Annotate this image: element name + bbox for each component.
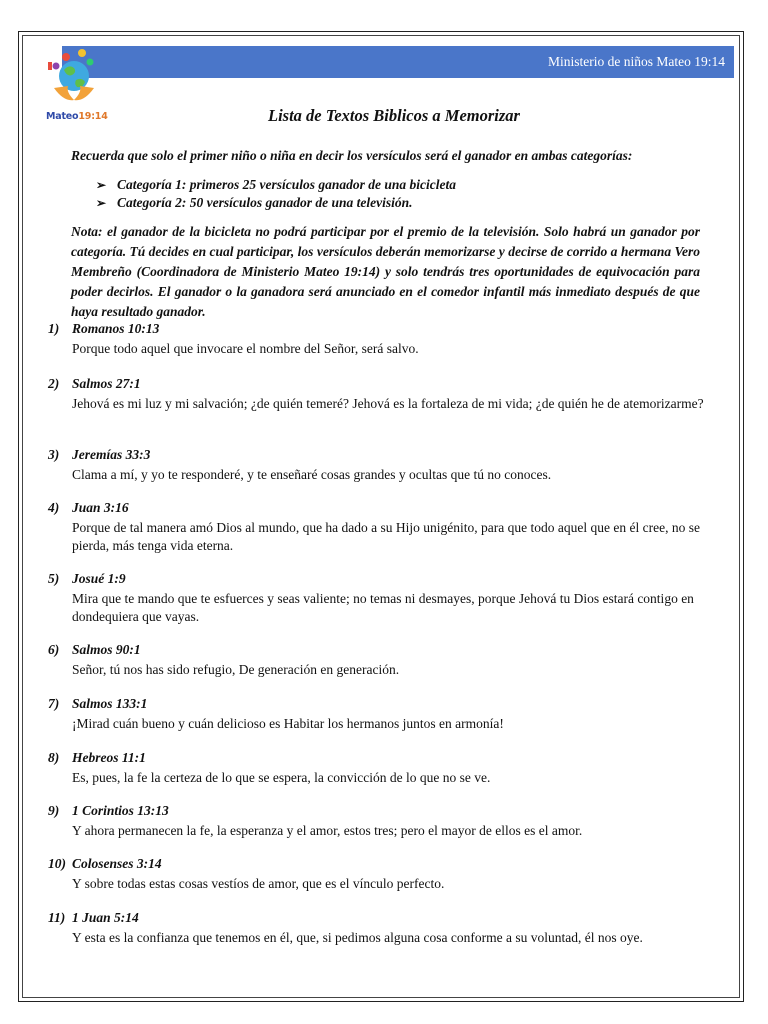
intro-text: Recuerda que solo el primer niño o niña en decir los versículos será el ganador en ambas categorías: [71, 148, 633, 163]
verse-number: 1) [48, 321, 60, 336]
verse-text: Porque de tal manera amó Dios al mundo, que ha dado a su Hijo unigénito, para que todo aquel que en él cree, no se pierda, más tenga vida eterna. [72, 520, 700, 553]
verse-number: 3) [48, 447, 60, 462]
verse-text: Señor, tú nos has sido refugio, De generación en generación. [72, 662, 400, 677]
verse-number: 7) [48, 696, 60, 711]
note-paragraph: Nota: el ganador de la bicicleta no podrá participar por el premio de la televisión. Solo habrá un ganador por categoría. Tú decides en cual participar, los versículos deberán memorizarse y decirse de corrido a hermana Vero Membreño (Coordinadora de Ministerio Mateo 19:14) y solo tendrás tres oportunidades de equivocación para poder decirlos. El ganador o la ganadora será anunciado en el comedor infantil más inmediato después de que haya resultado ganador. [71, 224, 700, 319]
verse-number: 11) [48, 910, 66, 925]
category-list [96, 176, 696, 212]
header-ministry-name: Ministerio de niños Mateo 19:14 [548, 54, 725, 69]
globe-hands-icon [44, 40, 118, 112]
list-item: ➢ Categoría 1: primeros 25 versículos ganador de una bicicleta [96, 177, 456, 192]
verse-reference: Salmos 133:1 [72, 696, 148, 711]
list-item: ➢ Categoría 2: 50 versículos ganador de una televisión. [96, 195, 413, 210]
document-title: Lista de Textos Biblicos a Memorizar [268, 106, 520, 125]
verse-number: 6) [48, 642, 60, 657]
verse-reference: Salmos 90:1 [72, 642, 141, 657]
verse-number: 8) [48, 750, 60, 765]
verse-text: Jehová es mi luz y mi salvación; ¿de quién temeré? Jehová es la fortaleza de mi vida; ¿de quién he de atemorizarme? [72, 396, 704, 411]
verse-number: 2) [48, 376, 60, 391]
verse-reference: 1 Corintios 13:13 [72, 803, 169, 818]
verse-reference: Salmos 27:1 [72, 376, 141, 391]
arrow-bullet-icon: ➢ [96, 195, 107, 210]
verse-text: ¡Mirad cuán bueno y cuán delicioso es Habitar los hermanos juntos en armonía! [72, 716, 504, 731]
verse-reference: 1 Juan 5:14 [72, 910, 139, 925]
verse-reference: Jeremías 33:3 [72, 447, 151, 462]
logo-text: Mateo19:14 [46, 111, 108, 122]
verse-reference: Josué 1:9 [72, 571, 126, 586]
header-bar [62, 46, 734, 78]
verse-number: 10) [48, 856, 66, 871]
verse-text: Mira que te mando que te esfuerces y seas valiente; no temas ni desmayes, porque Jehová tu Dios estará contigo en dondequiera que vayas. [72, 591, 694, 624]
arrow-bullet-icon: ➢ [96, 177, 107, 192]
verse-text: Y ahora permanecen la fe, la esperanza y el amor, estos tres; pero el mayor de ellos es el amor. [72, 823, 583, 838]
verse-text: Y esta es la confianza que tenemos en él, que, si pedimos alguna cosa conforme a su voluntad, él nos oye. [72, 930, 643, 945]
verse-reference: Colosenses 3:14 [72, 856, 162, 871]
verse-reference: Juan 3:16 [72, 500, 129, 515]
verse-text: Es, pues, la fe la certeza de lo que se espera, la convicción de lo que no se ve. [72, 770, 491, 785]
verse-reference: Hebreos 11:1 [72, 750, 146, 765]
verse-number: 4) [48, 500, 60, 515]
verse-text: Clama a mí, y yo te responderé, y te enseñaré cosas grandes y ocultas que tú no conoces. [72, 467, 552, 482]
verse-text: Porque todo aquel que invocare el nombre del Señor, será salvo. [72, 341, 419, 356]
verse-text: Y sobre todas estas cosas vestíos de amor, que es el vínculo perfecto. [72, 876, 445, 891]
verse-number: 5) [48, 571, 60, 586]
verse-number: 9) [48, 803, 60, 818]
verse-reference: Romanos 10:13 [72, 321, 160, 336]
